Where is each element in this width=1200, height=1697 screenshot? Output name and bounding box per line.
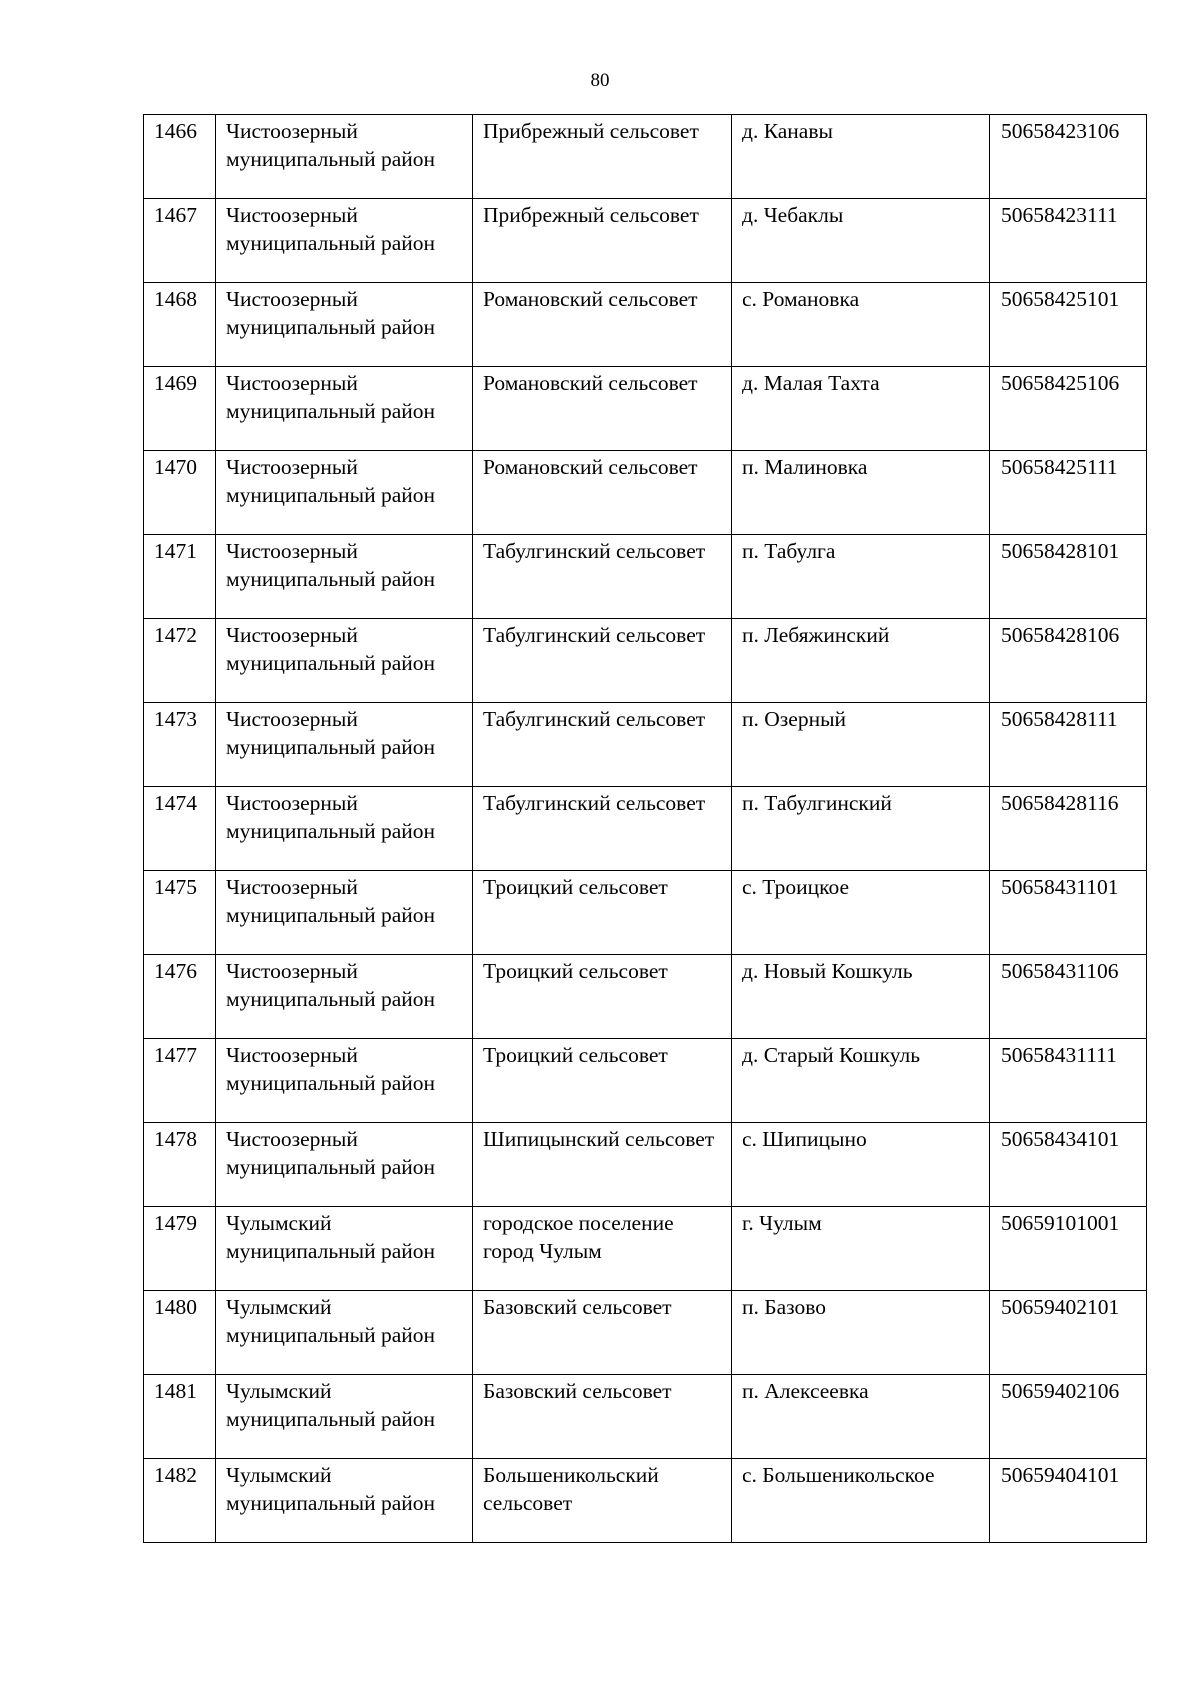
locality-cell: с. Романовка: [732, 283, 990, 367]
row-number-cell: 1472: [144, 619, 216, 703]
settlement-cell: Троицкий сельсовет: [473, 871, 732, 955]
row-number-cell: 1478: [144, 1123, 216, 1207]
district-cell: Чистоозерный муниципальный район: [216, 115, 473, 199]
settlements-table: [143, 114, 1147, 1543]
settlement-cell: Романовский сельсовет: [473, 451, 732, 535]
oktmo-code-cell: 50658425111: [990, 451, 1147, 535]
table-row: [144, 451, 1147, 535]
oktmo-code-cell: 50659402101: [990, 1291, 1147, 1375]
settlement-cell: Романовский сельсовет: [473, 283, 732, 367]
district-cell: Чистоозерный муниципальный район: [216, 535, 473, 619]
row-number-cell: 1481: [144, 1375, 216, 1459]
row-number-cell: 1467: [144, 199, 216, 283]
settlement-cell: Романовский сельсовет: [473, 367, 732, 451]
row-number-cell: 1474: [144, 787, 216, 871]
oktmo-code-cell: 50658428116: [990, 787, 1147, 871]
oktmo-code-cell: 50659101001: [990, 1207, 1147, 1291]
table-row: [144, 1123, 1147, 1207]
settlement-cell: Троицкий сельсовет: [473, 955, 732, 1039]
locality-cell: с. Большеникольское: [732, 1459, 990, 1543]
district-cell: Чистоозерный муниципальный район: [216, 619, 473, 703]
locality-cell: д. Новый Кошкуль: [732, 955, 990, 1039]
table-body: [144, 115, 1147, 1543]
settlement-cell: Базовский сельсовет: [473, 1375, 732, 1459]
district-cell: Чулымский муниципальный район: [216, 1375, 473, 1459]
settlement-cell: Табулгинский сельсовет: [473, 619, 732, 703]
page-number: 80: [590, 70, 610, 91]
table-row: [144, 1207, 1147, 1291]
settlement-cell: Прибрежный сельсовет: [473, 199, 732, 283]
oktmo-code-cell: 50658434101: [990, 1123, 1147, 1207]
locality-cell: д. Чебаклы: [732, 199, 990, 283]
row-number-cell: 1480: [144, 1291, 216, 1375]
oktmo-code-cell: 50658425106: [990, 367, 1147, 451]
district-cell: Чулымский муниципальный район: [216, 1291, 473, 1375]
locality-cell: г. Чулым: [732, 1207, 990, 1291]
locality-cell: п. Озерный: [732, 703, 990, 787]
row-number-cell: 1482: [144, 1459, 216, 1543]
table-row: [144, 367, 1147, 451]
settlement-cell: Базовский сельсовет: [473, 1291, 732, 1375]
oktmo-code-cell: 50658423106: [990, 115, 1147, 199]
row-number-cell: 1475: [144, 871, 216, 955]
locality-cell: п. Табулга: [732, 535, 990, 619]
oktmo-code-cell: 50658428101: [990, 535, 1147, 619]
oktmo-code-cell: 50658431111: [990, 1039, 1147, 1123]
settlement-cell: Табулгинский сельсовет: [473, 535, 732, 619]
row-number-cell: 1466: [144, 115, 216, 199]
row-number-cell: 1469: [144, 367, 216, 451]
oktmo-code-cell: 50658423111: [990, 199, 1147, 283]
district-cell: Чистоозерный муниципальный район: [216, 451, 473, 535]
locality-cell: п. Табулгинский: [732, 787, 990, 871]
table-row: [144, 619, 1147, 703]
locality-cell: п. Лебяжинский: [732, 619, 990, 703]
row-number-cell: 1476: [144, 955, 216, 1039]
locality-cell: д. Канавы: [732, 115, 990, 199]
table-row: [144, 199, 1147, 283]
oktmo-code-cell: 50658425101: [990, 283, 1147, 367]
oktmo-code-cell: 50659402106: [990, 1375, 1147, 1459]
row-number-cell: 1471: [144, 535, 216, 619]
district-cell: Чистоозерный муниципальный район: [216, 871, 473, 955]
district-cell: Чистоозерный муниципальный район: [216, 787, 473, 871]
district-cell: Чистоозерный муниципальный район: [216, 1039, 473, 1123]
settlement-cell: Табулгинский сельсовет: [473, 703, 732, 787]
locality-cell: п. Алексеевка: [732, 1375, 990, 1459]
table-row: [144, 1375, 1147, 1459]
oktmo-code-cell: 50658431101: [990, 871, 1147, 955]
row-number-cell: 1473: [144, 703, 216, 787]
table-row: [144, 283, 1147, 367]
locality-cell: с. Шипицыно: [732, 1123, 990, 1207]
district-cell: Чистоозерный муниципальный район: [216, 367, 473, 451]
row-number-cell: 1468: [144, 283, 216, 367]
locality-cell: с. Троицкое: [732, 871, 990, 955]
district-cell: Чистоозерный муниципальный район: [216, 703, 473, 787]
settlement-cell: городское поселение город Чулым: [473, 1207, 732, 1291]
locality-cell: д. Старый Кошкуль: [732, 1039, 990, 1123]
locality-cell: п. Малиновка: [732, 451, 990, 535]
table-row: [144, 115, 1147, 199]
table-row: [144, 787, 1147, 871]
row-number-cell: 1477: [144, 1039, 216, 1123]
table-row: [144, 1459, 1147, 1543]
settlement-cell: Шипицынский сельсовет: [473, 1123, 732, 1207]
district-cell: Чистоозерный муниципальный район: [216, 955, 473, 1039]
settlement-cell: Табулгинский сельсовет: [473, 787, 732, 871]
table-row: [144, 871, 1147, 955]
district-cell: Чистоозерный муниципальный район: [216, 283, 473, 367]
table-row: [144, 535, 1147, 619]
table-row: [144, 1039, 1147, 1123]
district-cell: Чулымский муниципальный район: [216, 1459, 473, 1543]
settlement-cell: Прибрежный сельсовет: [473, 115, 732, 199]
district-cell: Чистоозерный муниципальный район: [216, 1123, 473, 1207]
oktmo-code-cell: 50658431106: [990, 955, 1147, 1039]
table-row: [144, 955, 1147, 1039]
district-cell: Чистоозерный муниципальный район: [216, 199, 473, 283]
locality-cell: д. Малая Тахта: [732, 367, 990, 451]
row-number-cell: 1479: [144, 1207, 216, 1291]
settlement-cell: Троицкий сельсовет: [473, 1039, 732, 1123]
oktmo-code-cell: 50659404101: [990, 1459, 1147, 1543]
table-row: [144, 703, 1147, 787]
oktmo-code-cell: 50658428106: [990, 619, 1147, 703]
oktmo-code-cell: 50658428111: [990, 703, 1147, 787]
locality-cell: п. Базово: [732, 1291, 990, 1375]
row-number-cell: 1470: [144, 451, 216, 535]
table-row: [144, 1291, 1147, 1375]
settlement-cell: Большеникольский сельсовет: [473, 1459, 732, 1543]
district-cell: Чулымский муниципальный район: [216, 1207, 473, 1291]
